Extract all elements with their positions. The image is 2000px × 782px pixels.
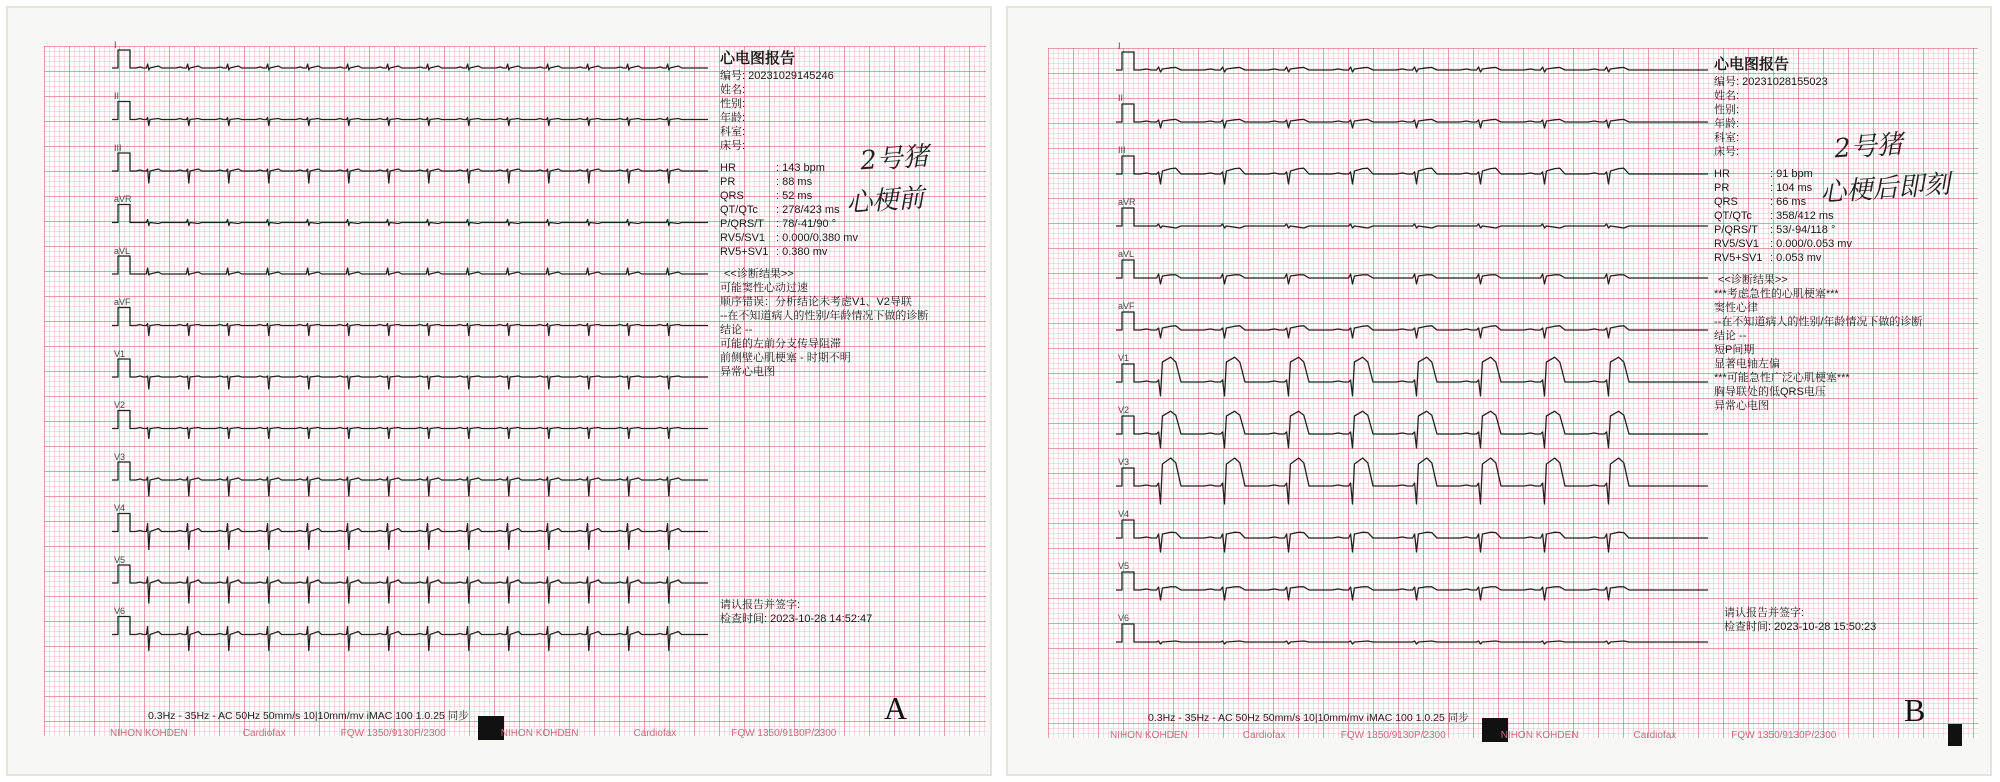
report-id: 编号: 20231028155023 <box>1714 76 1828 88</box>
field-sex: 性别: <box>720 98 746 110</box>
measure-axis: P/QRS/T : 78/-41/90 ° <box>720 218 837 230</box>
lead-label-II: II <box>114 91 120 102</box>
panel-b <box>1006 6 1992 776</box>
field-age: 年龄: <box>1714 118 1740 130</box>
ecg-trace-V6 <box>112 617 708 651</box>
panel-letter: B <box>1904 692 1926 728</box>
lead-label-V1: V1 <box>114 348 126 359</box>
confirm-signature: 请认报告并签字: <box>720 599 801 611</box>
handwritten-note-stage: 心梗前 <box>845 183 926 219</box>
diagnosis-line: 异常心电图 <box>1714 400 1769 412</box>
diagnosis-line: 显著电轴左偏 <box>1714 358 1780 370</box>
ecg-trace-V1 <box>1116 357 1708 396</box>
ecg-trace-V4 <box>112 514 708 550</box>
exam-time: 检查时间: 2023-10-28 14:52:47 <box>720 613 873 625</box>
diagnosis-line: 结论 -- <box>720 324 753 336</box>
panel-a <box>6 6 992 776</box>
field-name: 姓名: <box>1714 90 1740 102</box>
ecg-trace-V2 <box>1116 411 1708 448</box>
recording-settings: 0.3Hz - 35Hz - AC 50Hz 50mm/s 10|10mm/mv iMAC 100 1.0.25 同步 <box>1148 712 1469 724</box>
lead-label-I: I <box>1118 41 1121 52</box>
paper-brand-strip: NIHON KOHDEN Cardiofax FQW 1350/9130P/2300 NIHON KOHDEN Cardiofax FQW 1350/9130P/2300 <box>110 728 837 739</box>
report-title: 心电图报告 <box>1714 56 1790 73</box>
paper-brand-strip: NIHON KOHDEN Cardiofax FQW 1350/9130P/2300 NIHON KOHDEN Cardiofax FQW 1350/9130P/2300 <box>1110 730 1837 741</box>
ecg-trace-II <box>112 102 708 126</box>
ecg-trace-V5 <box>1116 572 1708 600</box>
ecg-trace-aVR <box>112 205 708 226</box>
measure-qrs: QRS : 66 ms <box>1714 196 1807 208</box>
lead-label-III: III <box>114 142 122 153</box>
measure-rv5-plus-sv1: RV5+SV1 : 0.380 mv <box>720 246 828 258</box>
report-title: 心电图报告 <box>720 50 796 67</box>
field-age: 年龄: <box>720 112 746 124</box>
exam-time: 检查时间: 2023-10-28 15:50:23 <box>1724 621 1877 633</box>
report-block <box>1714 58 1922 413</box>
measure-rv5-plus-sv1: RV5+SV1 : 0.053 mv <box>1714 252 1822 264</box>
diagnosis-line: 短P间期 <box>1714 344 1755 356</box>
lead-label-III: III <box>1118 145 1126 156</box>
measure-hr: HR : 91 bpm <box>1714 168 1813 180</box>
recording-settings: 0.3Hz - 35Hz - AC 50Hz 50mm/s 10|10mm/mv iMAC 100 1.0.25 同步 <box>148 710 469 722</box>
lead-label-V2: V2 <box>1118 405 1130 416</box>
lead-label-II: II <box>1118 93 1124 104</box>
lead-label-aVF: aVF <box>114 297 131 308</box>
measure-pr: PR : 104 ms <box>1714 182 1813 194</box>
lead-label-aVR: aVR <box>1118 197 1136 208</box>
ecg-trace-V6 <box>1116 624 1708 644</box>
measure-pr: PR : 88 ms <box>720 176 813 188</box>
diagnosis-line: 可能窦性心动过速 <box>720 282 808 294</box>
signature-block <box>1724 606 1876 634</box>
confirm-signature: 请认报告并签字: <box>1724 607 1805 619</box>
measure-rv5-sv1: RV5/SV1 : 0.000/0.053 mv <box>1714 238 1852 250</box>
field-bed: 床号: <box>1714 146 1740 158</box>
lead-label-aVF: aVF <box>1118 301 1135 312</box>
ecg-trace-V5 <box>112 565 708 603</box>
ecg-trace-I <box>112 50 708 70</box>
lead-label-V6: V6 <box>1118 613 1130 624</box>
lead-label-aVL: aVL <box>1118 249 1135 260</box>
diagnosis-line: 胸导联处的低QRS电压 <box>1714 386 1826 398</box>
lead-label-V5: V5 <box>114 554 126 565</box>
lead-label-aVR: aVR <box>114 194 132 205</box>
panel-letter: A <box>884 690 908 726</box>
lead-label-V2: V2 <box>114 400 126 411</box>
diagnosis-line: ***考虑急性的心肌梗塞*** <box>1714 288 1839 300</box>
lead-label-V4: V4 <box>114 503 126 514</box>
ecg-trace-aVR <box>1116 208 1708 228</box>
diagnosis-line: --在不知道病人的性别/年龄情况下做的诊断 <box>1714 316 1923 328</box>
ecg-trace-aVL <box>1116 260 1708 284</box>
measure-qt: QT/QTc : 278/423 ms <box>720 204 840 216</box>
ecg-trace-aVF <box>112 308 708 336</box>
measure-qrs: QRS : 52 ms <box>720 190 813 202</box>
ecg-trace-I <box>1116 52 1708 72</box>
field-dept: 科室: <box>1714 132 1740 144</box>
lead-label-aVL: aVL <box>114 245 131 256</box>
signature-block <box>720 598 872 626</box>
ecg-trace-V3 <box>1116 458 1708 504</box>
field-bed: 床号: <box>720 140 746 152</box>
lead-label-V6: V6 <box>114 606 126 617</box>
diagnosis-line: --在不知道病人的性别/年龄情况下做的诊断 <box>720 310 929 322</box>
ecg-trace-V1 <box>112 359 708 389</box>
lead-label-V5: V5 <box>1118 561 1130 572</box>
diagnosis-line: 窦性心律 <box>1714 302 1758 314</box>
diagnosis-line: 前侧壁心肌梗塞 - 时期不明 <box>720 352 851 364</box>
black-mark <box>1948 724 1962 746</box>
ecg-trace-V4 <box>1116 520 1708 552</box>
diagnosis-line: 顺序错误：分析结论未考虑V1、V2导联 <box>720 296 912 308</box>
report-id: 编号: 20231029145246 <box>720 70 834 82</box>
handwritten-note-stage: 心梗后即刻 <box>1819 169 1952 209</box>
handwritten-note-pig: 2号猪 <box>859 141 930 177</box>
measure-axis: P/QRS/T : 53/-94/118 ° <box>1714 224 1836 236</box>
diagnosis-header: <<诊断结果>> <box>724 268 794 280</box>
diagnosis-line: 可能的左前分支传导阻滞 <box>720 338 841 350</box>
field-sex: 性别: <box>1714 104 1740 116</box>
ecg-trace-V2 <box>112 411 708 439</box>
handwritten-note-pig: 2号猪 <box>1833 129 1904 165</box>
measure-hr: HR : 143 bpm <box>720 162 825 174</box>
diagnosis-line: 结论 -- <box>1714 330 1747 342</box>
ecg-trace-V3 <box>112 462 708 496</box>
ecg-trace-II <box>1116 104 1708 128</box>
measure-rv5-sv1: RV5/SV1 : 0.000/0.380 mv <box>720 232 858 244</box>
lead-label-V1: V1 <box>1118 353 1130 364</box>
ecg-trace-III <box>112 153 708 183</box>
lead-label-V3: V3 <box>114 451 126 462</box>
lead-label-I: I <box>114 39 117 50</box>
diagnosis-line: ***可能急性广泛心肌梗塞*** <box>1714 372 1850 384</box>
ecg-trace-aVF <box>1116 312 1708 338</box>
ecg-trace-III <box>1116 156 1708 184</box>
ecg-trace-aVL <box>112 256 708 275</box>
diagnosis-header: <<诊断结果>> <box>1718 274 1788 286</box>
measure-qt: QT/QTc : 358/412 ms <box>1714 210 1834 222</box>
diagnosis-line: 异常心电图 <box>720 366 775 378</box>
lead-label-V4: V4 <box>1118 509 1130 520</box>
lead-label-V3: V3 <box>1118 457 1130 468</box>
field-dept: 科室: <box>720 126 746 138</box>
field-name: 姓名: <box>720 84 746 96</box>
